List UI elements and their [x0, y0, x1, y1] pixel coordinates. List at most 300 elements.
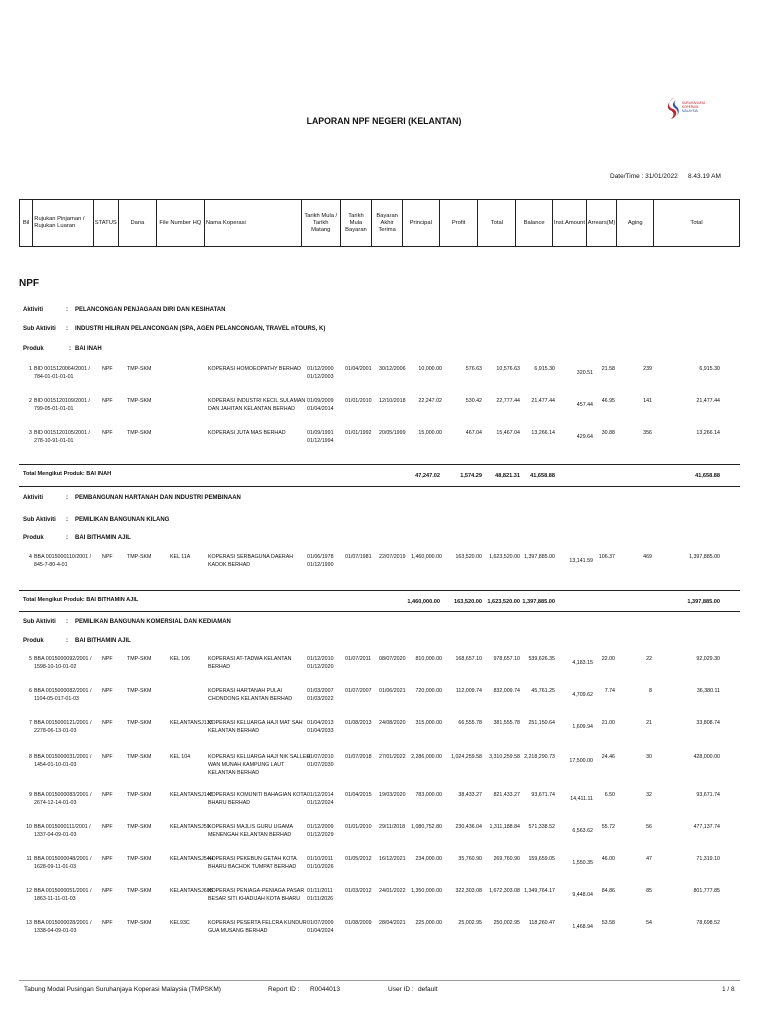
row-arrears: 21.58 — [601, 366, 615, 372]
row-ref-line2: 845-7-80-4-01 — [34, 562, 68, 568]
row-profit: 168,657.10 — [455, 656, 482, 662]
row-balance: 1,349,764.17 — [524, 888, 555, 894]
col-aging: Aging — [617, 200, 654, 247]
row-bil: 11 — [26, 856, 32, 862]
row-total2: 93,671.74 — [696, 792, 720, 798]
sub-aktiviti-label: Sub Aktiviti — [23, 326, 56, 332]
row-profit: 25,002.95 — [458, 920, 482, 926]
col-total-2: Total — [654, 200, 740, 247]
row-status: NPF — [102, 792, 113, 798]
row-mula-line2: 01/11/2026 — [307, 896, 334, 902]
row-bayaran: 01/07/1981 — [345, 554, 372, 560]
row-ref-line2: 1104-05-017-01-03 — [34, 696, 79, 702]
row-akhir: 01/06/2021 — [379, 688, 406, 694]
row-arrears: 22.00 — [601, 656, 615, 662]
row-principal: 720,000.00 — [415, 688, 442, 694]
produk-label-3: Produk — [23, 638, 44, 644]
row-principal: 1,460,000.00 — [411, 554, 442, 560]
row-arrears: 55.72 — [601, 824, 615, 830]
row-balance: 6,915.30 — [534, 366, 555, 372]
row-nama-line2: DAN JAHITAN KELANTAN BERHAD — [208, 406, 295, 412]
row-mula-line2: 01/04/2024 — [307, 928, 334, 934]
row-principal: 22,247.02 — [418, 398, 442, 404]
sub-aktiviti-value-3: PEMILIKAN BANGUNAN KOMERSIAL DAN KEDIAMAN — [75, 619, 231, 625]
row-nama-line2: KADOK BERHAD — [208, 562, 251, 568]
row-dana: TMP-SKM — [127, 688, 152, 694]
row-mula-line2: 01/03/2022 — [307, 696, 334, 702]
row-aging: 8 — [649, 688, 652, 694]
row-akhir: 28/04/2021 — [379, 920, 406, 926]
row-status: NPF — [102, 920, 113, 926]
row-bayaran: 01/04/2015 — [345, 792, 372, 798]
row-balance: 2,218,290.73 — [524, 754, 555, 760]
col-principal: Principal — [402, 200, 439, 247]
row-aging: 56 — [646, 824, 652, 830]
logo-text-line2: KOPERASI — [682, 105, 699, 109]
row-nama-line1: KOPERASI KOMUNITI BAHAGIAN KOTA — [208, 792, 307, 798]
row-ref-line1: BID 0015120109/2001 / — [34, 398, 90, 404]
row-profit: 112,009.74 — [455, 688, 482, 694]
row-bil: 2 — [29, 398, 32, 404]
row-total2: 71,319.10 — [696, 856, 720, 862]
col-file-number: File Number HQ — [156, 200, 204, 247]
row-status: NPF — [102, 366, 113, 372]
total-label-bai-inah: Total Mengikut Produk: BAI INAH — [23, 471, 112, 477]
row-status: NPF — [102, 856, 113, 862]
row-arrears: 6.50 — [604, 792, 615, 798]
row-dana: TMP-SKM — [127, 366, 152, 372]
row-balance: 13,266.14 — [531, 430, 555, 436]
row-ref-line2: 2674-12-14-01-03 — [34, 800, 77, 806]
row-total2: 33,808.74 — [696, 720, 720, 726]
row-profit: 322,303.08 — [455, 888, 482, 894]
produk-label-2: Produk — [23, 535, 44, 541]
row-principal: 225,000.00 — [415, 920, 442, 926]
row-dana: TMP-SKM — [127, 430, 152, 436]
row-ref-line1: BBA 0015000121/2001 / — [34, 720, 92, 726]
row-principal: 315,000.00 — [415, 720, 442, 726]
footer-org: Tabung Modal Pusingan Suruhanjaya Koperasi Malaysia (TMPSKM) — [24, 986, 221, 993]
row-total: 15,467.04 — [496, 430, 520, 436]
footer-user-id-label: User ID : — [388, 986, 414, 993]
column-header-table — [19, 199, 740, 247]
logo-text-line1: SURUHANJAYA — [682, 101, 706, 105]
footer-report-id-label: Report ID : — [268, 986, 300, 993]
row-nama-line1: KOPERASI JUTA MAS BERHAD — [208, 430, 286, 436]
row-principal: 1,080,752.80 — [411, 824, 442, 830]
row-total: 978,657.10 — [493, 656, 520, 662]
row-status: NPF — [102, 754, 113, 760]
row-inst: 4,183.15 — [572, 660, 593, 666]
row-mula-line2: 01/12/1990 — [307, 562, 334, 568]
total-rule-bottom-2 — [19, 611, 740, 612]
aktiviti-label-2: Aktiviti — [23, 495, 44, 501]
row-aging: 32 — [646, 792, 652, 798]
row-file: KELANTANSJ59 — [170, 824, 210, 830]
row-total2: 36,380.11 — [696, 688, 720, 694]
row-dana: TMP-SKM — [127, 920, 152, 926]
row-nama-line1: KOPERASI PESERTA FELCRA KUNDUR — [208, 920, 307, 926]
row-aging: 356 — [643, 430, 652, 436]
row-ref-line2: 784-01-01-01-01 — [34, 374, 74, 380]
row-ref-line2: 799-05-01-01-01 — [34, 406, 74, 412]
row-dana: TMP-SKM — [127, 720, 152, 726]
row-bil: 5 — [29, 656, 32, 662]
row-bayaran: 01/07/2011 — [345, 656, 372, 662]
produk-value: BAI INAH — [75, 346, 102, 352]
row-inst: 6,563.62 — [572, 828, 593, 834]
col-nama-koperasi: Nama Koperasi — [204, 200, 301, 247]
row-mula-line1: 01/07/2010 — [307, 754, 334, 760]
row-inst: 13,141.59 — [569, 558, 593, 564]
row-principal: 15,000.00 — [418, 430, 442, 436]
row-bayaran: 01/05/2012 — [345, 856, 372, 862]
row-nama-line2: BHARU BERHAD — [208, 800, 251, 806]
row-inst: 4,709.62 — [572, 692, 593, 698]
row-akhir: 30/12/2006 — [379, 366, 406, 372]
row-file: KELANTANSJ133 — [170, 720, 213, 726]
row-aging: 85 — [646, 888, 652, 894]
row-balance: 21,477.44 — [531, 398, 555, 404]
row-arrears: 46.00 — [601, 856, 615, 862]
aktiviti-colon: : — [66, 307, 68, 313]
row-inst: 457.44 — [576, 402, 593, 408]
row-ref-line1: BBA 0015000028/2001 / — [34, 920, 92, 926]
row-principal: 810,000.00 — [415, 656, 442, 662]
total-principal: 47,247.02 — [415, 473, 440, 479]
row-aging: 21 — [646, 720, 652, 726]
row-ref-line2: 1338-04-09-01-03 — [34, 928, 77, 934]
row-ref-line2: 1598-10-10-01-02 — [34, 664, 77, 670]
row-nama-line2: BERHAD — [208, 664, 231, 670]
sub-aktiviti-label-3: Sub Aktiviti — [23, 619, 56, 625]
row-profit: 467.04 — [465, 430, 482, 436]
total-rule-top — [19, 464, 740, 465]
footer-page: 1 / 8 — [722, 986, 735, 993]
row-total2: 6,915.30 — [699, 366, 720, 372]
row-ref-line2: 1628-09-11-01-03 — [34, 864, 77, 870]
row-ref-line1: BID 0015120105/2001 / — [34, 430, 90, 436]
row-profit: 35,760.90 — [458, 856, 482, 862]
row-total: 1,672,303.08 — [489, 888, 520, 894]
row-file: KEL 11A — [170, 554, 191, 560]
row-aging: 239 — [643, 366, 652, 372]
col-bayaran-akhir: Bayaran Akhir Terima — [372, 200, 403, 247]
row-dana: TMP-SKM — [127, 824, 152, 830]
row-balance: 159,659.05 — [528, 856, 555, 862]
row-status: NPF — [102, 398, 113, 404]
col-tarikh-bayaran: Tarikh Mula Bayaran — [340, 200, 372, 247]
row-total: 1,623,520.00 — [489, 554, 520, 560]
row-ref-line1: BBA 0015000048/2001 / — [34, 856, 92, 862]
row-ref-line1: BBA 0015000092/2001 / — [34, 656, 92, 662]
row-bil: 6 — [29, 688, 32, 694]
row-mula-line1: 01/03/2007 — [307, 688, 334, 694]
produk-colon-2: : — [66, 535, 68, 541]
row-nama-line2: KELANTAN BERHAD — [208, 728, 260, 734]
row-status: NPF — [102, 888, 113, 894]
row-bil: 10 — [26, 824, 32, 830]
row-nama-line1: KOPERASI PENIAGA-PENIAGA PASAR — [208, 888, 305, 894]
row-total: 250,002.95 — [493, 920, 520, 926]
aktiviti-value: PELANCONGAN PENJAGAAN DIRI DAN KESIHATAN — [75, 307, 226, 313]
row-profit: 163,520.00 — [455, 554, 482, 560]
row-arrears: 21.00 — [601, 720, 615, 726]
row-aging: 47 — [646, 856, 652, 862]
row-ref-line1: BID 0015120064/2001 / — [34, 366, 90, 372]
row-total2: 21,477.44 — [696, 398, 720, 404]
report-datetime — [610, 173, 721, 180]
row-profit: 1,024,259.58 — [451, 754, 482, 760]
row-status: NPF — [102, 430, 113, 436]
row-akhir: 22/07/2019 — [379, 554, 406, 560]
row-balance: 45,761.25 — [531, 688, 555, 694]
row-nama-line3: KELANTAN BERHAD — [208, 770, 260, 776]
row-principal: 783,000.00 — [415, 792, 442, 798]
row-total2: 1,397,885.00 — [689, 554, 720, 560]
row-dana: TMP-SKM — [127, 656, 152, 662]
row-bayaran: 01/01/2010 — [345, 398, 372, 404]
row-profit: 530.42 — [465, 398, 482, 404]
row-inst: 17,500.00 — [569, 758, 593, 764]
total-rule-bottom — [19, 486, 740, 487]
produk-value-2: BAI BITHAMIN AJIL — [75, 535, 131, 541]
row-inst: 9,448.04 — [572, 892, 593, 898]
row-ref-line1: BBA 0015000051/2001 / — [34, 888, 92, 894]
row-status: NPF — [102, 720, 113, 726]
row-inst: 14,411.11 — [570, 796, 593, 802]
row-aging: 469 — [643, 554, 652, 560]
row-nama-line1: KOPERASI HARTANAH PULAI — [208, 688, 282, 694]
row-total: 269,760.90 — [493, 856, 520, 862]
row-bil: 1 — [29, 366, 32, 372]
row-mula-line1: 01/12/2000 — [307, 366, 334, 372]
row-mula-line2: 01/12/2024 — [307, 800, 334, 806]
row-profit: 576.63 — [465, 366, 482, 372]
col-dana: Dana — [119, 200, 157, 247]
row-arrears: 7.74 — [604, 688, 615, 694]
produk-value-3: BAI BITHAMIN AJIL — [75, 638, 131, 644]
row-mula-line1: 01/10/2011 — [307, 856, 334, 862]
row-mula-line2: 01/12/2003 — [307, 374, 334, 380]
row-mula-line1: 01/07/2009 — [307, 920, 334, 926]
row-nama-line2: BESAR SITI KHADIJAH KOTA BHARU — [208, 896, 301, 902]
row-mula-line1: 01/12/2014 — [307, 792, 334, 798]
row-mula-line1: 01/04/2013 — [307, 720, 334, 726]
row-total: 3,310,259.58 — [489, 754, 520, 760]
row-bayaran: 01/08/2009 — [345, 920, 372, 926]
row-ref-line1: BBA 0015000082/2001 / — [34, 688, 92, 694]
row-aging: 30 — [646, 754, 652, 760]
row-bayaran: 01/07/2007 — [345, 688, 372, 694]
row-file: KEL 104 — [170, 754, 191, 760]
sub-aktiviti-colon: : — [66, 326, 68, 332]
total-total: 48,821.31 — [495, 473, 520, 479]
row-aging: 54 — [646, 920, 652, 926]
row-nama-line1: KOPERASI INDUSTRI KECIL SULAMAN — [208, 398, 306, 404]
row-dana: TMP-SKM — [127, 792, 152, 798]
produk-colon: : — [69, 346, 71, 352]
row-aging: 22 — [646, 656, 652, 662]
col-arrears: Arrears(M) — [586, 200, 617, 247]
col-total: Total — [478, 200, 516, 247]
total-balance-2: 1,397,885.00 — [522, 599, 555, 605]
col-inst-amount: Inst.Amount — [553, 200, 587, 247]
row-bayaran: 01/04/2001 — [345, 366, 372, 372]
row-dana: TMP-SKM — [127, 754, 152, 760]
row-total: 832,009.74 — [493, 688, 520, 694]
row-status: NPF — [102, 554, 113, 560]
report-date: 31/01/2022 — [645, 173, 678, 180]
total-profit-2: 163,520.00 — [454, 599, 482, 605]
row-mula-line1: 01/12/2010 — [307, 656, 334, 662]
row-ref-line1: BBA 0015000083/2001 / — [34, 792, 92, 798]
row-bil: 9 — [29, 792, 32, 798]
row-nama-line1: KOPERASI KELUARGA HAJI MAT SAH — [208, 720, 303, 726]
row-balance: 93,671.74 — [531, 792, 555, 798]
aktiviti-value-2: PEMBANGUNAN HARTANAH DAN INDUSTRI PEMBINAAN — [75, 495, 241, 501]
row-bayaran: 01/08/2013 — [345, 720, 372, 726]
row-mula-line1: 01/12/2009 — [307, 824, 334, 830]
row-mula-line2: 01/12/1994 — [307, 438, 334, 444]
row-file: KELANTANSJ54H — [170, 856, 214, 862]
row-dana: TMP-SKM — [127, 888, 152, 894]
sub-aktiviti-colon-2: : — [66, 517, 68, 523]
row-mula-line2: 01/10/2026 — [307, 864, 334, 870]
row-akhir: 16/12/2021 — [379, 856, 406, 862]
row-ref-line1: BBA 0015000031/2001 / — [34, 754, 92, 760]
row-nama-line1: KOPERASI SERBAGUNA DAERAH — [208, 554, 294, 560]
sub-aktiviti-value-2: PEMILIKAN BANGUNAN KILANG — [75, 517, 170, 523]
row-bil: 12 — [26, 888, 32, 894]
row-nama-line2: BHARU BACHOK TUMPAT BERHAD — [208, 864, 297, 870]
row-bil: 3 — [29, 430, 32, 436]
report-title: LAPORAN NPF NEGERI (KELANTAN) — [306, 116, 462, 127]
row-inst: 320.51 — [576, 370, 593, 376]
row-total: 22,777.44 — [496, 398, 520, 404]
row-akhir: 27/01/2022 — [379, 754, 406, 760]
row-total: 10,576.63 — [496, 366, 520, 372]
total-total-2: 41,658.88 — [695, 473, 720, 479]
row-balance: 118,260.47 — [528, 920, 555, 926]
col-tarikh-mula: Tarikh Mula / Tarikh Matang — [301, 200, 340, 247]
row-dana: TMP-SKM — [127, 554, 152, 560]
row-inst: 1,609.94 — [572, 724, 593, 730]
row-bayaran: 01/07/2018 — [345, 754, 372, 760]
row-file: KEL93C — [170, 920, 190, 926]
total-total-2c: 1,397,885.00 — [687, 599, 720, 605]
section-title: NPF — [19, 278, 39, 289]
col-bil: Bil — [20, 200, 33, 247]
row-nama-line2: GUA MUSANG BERHAD — [208, 928, 268, 934]
row-dana: TMP-SKM — [127, 856, 152, 862]
row-mula-line2: 01/12/2020 — [307, 664, 334, 670]
total-balance: 41,658.88 — [530, 473, 555, 479]
row-balance: 539,626.35 — [528, 656, 555, 662]
row-total2: 92,029.30 — [696, 656, 720, 662]
row-ref-line1: BBA 0015000110/2001 / — [34, 554, 92, 560]
row-mula-line2: 01/04/2014 — [307, 406, 334, 412]
row-bayaran: 01/01/1992 — [345, 430, 372, 436]
row-total2: 477,137.74 — [693, 824, 720, 830]
row-mula-line1: 01/11/2011 — [307, 888, 333, 894]
produk-label: Produk — [23, 346, 44, 352]
row-inst: 1,550.35 — [572, 860, 593, 866]
row-nama-line1: KOPERASI MAJLIS GURU UGAMA — [208, 824, 294, 830]
row-aging: 141 — [643, 398, 652, 404]
sub-aktiviti-label-2: Sub Aktiviti — [23, 517, 56, 523]
sub-aktiviti-value: INDUSTRI HILIRAN PELANCONGAN (SPA, AGEN PELANCONGAN, TRAVEL nTOURS, K) — [75, 326, 326, 332]
row-mula-line2: 01/04/2033 — [307, 728, 334, 734]
row-file: KELANTANSJ148 — [170, 792, 213, 798]
row-file: KEL 106 — [170, 656, 191, 662]
row-mula-line2: 01/12/2029 — [307, 832, 334, 838]
aktiviti-label: Aktiviti — [23, 307, 44, 313]
col-rujukan: Rujukan Pinjaman / Rujukan Luaran — [33, 200, 93, 247]
total-total-2b: 1,623,520.00 — [487, 599, 520, 605]
row-akhir: 12/10/2018 — [379, 398, 406, 404]
row-arrears: 106.37 — [598, 554, 615, 560]
row-ref-line2: 1863-11-11-01-03 — [34, 896, 76, 902]
col-balance: Balance — [516, 200, 553, 247]
row-nama-line2: CHONDONG KELANTAN BERHAD — [208, 696, 293, 702]
row-balance: 1,397,885.00 — [524, 554, 555, 560]
row-bayaran: 01/03/2012 — [345, 888, 372, 894]
row-mula-line1: 01/09/2009 — [307, 398, 334, 404]
row-balance: 251,150.64 — [528, 720, 555, 726]
row-file: KELANTANSJ60B — [170, 888, 214, 894]
row-total: 821,433.27 — [493, 792, 520, 798]
row-ref-line1: BBA 0015000111/2001 / — [34, 824, 91, 830]
row-arrears: 84.86 — [601, 888, 615, 894]
total-label-bai-bithamin: Total Mengikut Produk: BAI BITHAMIN AJIL — [23, 597, 139, 603]
total-rule-top-2 — [19, 590, 740, 591]
row-total2: 428,000.00 — [693, 754, 720, 760]
row-akhir: 19/03/2020 — [379, 792, 406, 798]
row-arrears: 24.46 — [601, 754, 615, 760]
row-nama-line1: KOPERASI KELUARGA HAJI NIK SALLEH — [208, 754, 311, 760]
row-mula-line1: 01/06/1978 — [307, 554, 334, 560]
datetime-label: Date/Time : — [610, 173, 644, 180]
row-arrears: 53.58 — [601, 920, 615, 926]
row-profit: 66,555.78 — [458, 720, 482, 726]
row-principal: 234,000.00 — [415, 856, 442, 862]
row-bil: 4 — [29, 554, 32, 560]
row-principal: 2,286,000.00 — [411, 754, 442, 760]
produk-colon-3: : — [66, 638, 68, 644]
row-inst: 1,468.94 — [572, 924, 593, 930]
logo-text-line3: MALAYSIA — [682, 109, 698, 113]
footer-user-id: default — [418, 986, 438, 993]
row-ref-line2: 1454-01-10-01-03 — [34, 762, 77, 768]
report-time: 8.43.19 AM — [688, 173, 721, 180]
row-nama-line2: WAN MUNAH KAMPUNG LAUT — [208, 762, 285, 768]
row-balance: 571,338.52 — [528, 824, 555, 830]
row-akhir: 24/01/2022 — [379, 888, 406, 894]
row-bayaran: 01/01/2010 — [345, 824, 372, 830]
row-nama-line1: KOPERASI HOMOEOPATHY BERHAD — [208, 366, 302, 372]
footer-rule — [19, 980, 740, 981]
row-akhir: 24/08/2020 — [379, 720, 406, 726]
row-status: NPF — [102, 824, 113, 830]
col-profit: Profit — [439, 200, 478, 247]
row-akhir: 08/07/2020 — [379, 656, 406, 662]
row-akhir: 20/05/1999 — [379, 430, 406, 436]
aktiviti-colon-2: : — [66, 495, 68, 501]
total-principal-2: 1,460,000.00 — [407, 599, 440, 605]
row-arrears: 46.95 — [601, 398, 615, 404]
row-bil: 13 — [26, 920, 32, 926]
